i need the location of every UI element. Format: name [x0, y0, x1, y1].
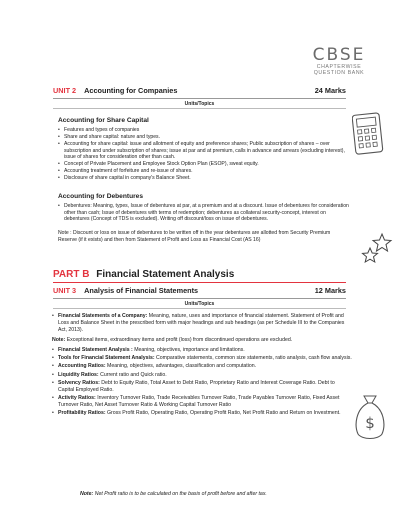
- item-label: Liquidity Ratios:: [58, 371, 99, 378]
- item-text: Current ratio and Quick ratio.: [98, 371, 167, 378]
- list-item: [52, 347, 352, 354]
- unit-2-topics-label: Units/Topics: [53, 100, 346, 109]
- item-text: Meaning, nature, uses and importance of financial statement. Statement of Profit and Loss and Balance Sheet in the prescribed form with major headings and sub headings (as per Schedule III to the Companies Act, 2013).: [58, 313, 345, 333]
- note-text: Net Profit ratio is to be calculated on the basis of profit before and after tax.: [93, 491, 267, 497]
- debentures-note: Note : Discount or loss on issue of debentures to be written off in the year debentures are allotted from Security Premium Reserve (if it exists) and then from Statement of Profit and Loss as Financial Cost (AS 16): [58, 230, 331, 243]
- cbse-logo: [308, 46, 370, 76]
- part-b-header: [53, 269, 234, 280]
- svg-text:$: $: [365, 414, 375, 432]
- unit-3-title: Analysis of Financial Statements: [84, 286, 199, 295]
- part-b-title: Financial Statement Analysis: [96, 269, 235, 280]
- list-item: • Share and share capital: nature and types.: [58, 134, 350, 141]
- list-item: [52, 410, 352, 417]
- calculator-icon: [352, 112, 384, 156]
- list-item: [52, 313, 352, 333]
- financial-statements-list: [52, 313, 352, 335]
- item-text: Comparative statements, common size statements, ratio analysis, cash flow analysis.: [154, 355, 352, 362]
- list-item: • Features and types of companies: [58, 127, 350, 134]
- debentures-list: [58, 203, 350, 223]
- logo-sub-text-1: CHAPTERWISE: [316, 64, 362, 70]
- list-item: • Concept of Private Placement and Employee Stock Option Plan (ESOP), sweat equity.: [58, 161, 350, 168]
- list-item: • Debentures: Meaning, types, Issue of debentures at par, at a premium and at a discount. Issue of debentures for consideration other than cash; Issue of debentures with terms of redemption; debentures as collateral security-concept, interest on debentures (Concept of TDS is excluded). Writing off discount/loss on issue of debentures.: [58, 203, 350, 223]
- exceptional-items-note: [52, 337, 292, 343]
- debentures-heading: Accounting for Debentures: [58, 193, 143, 200]
- unit-3-number: UNIT 3: [53, 286, 77, 295]
- item-label: Financial Statement Analysis :: [58, 347, 133, 353]
- item-text: Inventory Turnover Ratio, Trade Receivables Turnover Ratio, Trade Payables Turnover Ratio, Fixed Asset Turnover Ratio, Net Asset Turnover Ratio & Working Capital Turnover Ratio: [58, 394, 340, 408]
- note-text: Exceptional items, extraordinary items and profit (loss) from discontinued operations are excluded.: [65, 337, 293, 343]
- stars-icon: [358, 232, 394, 268]
- list-item: [52, 380, 352, 394]
- unit-2-number: UNIT 2: [53, 86, 77, 95]
- unit-3-header: [53, 284, 346, 299]
- share-capital-heading: Accounting for Share Capital: [58, 117, 149, 124]
- item-label: Accounting Ratios:: [58, 363, 106, 370]
- item-label: Profitability Ratios:: [58, 409, 106, 416]
- note-label: Note:: [52, 337, 66, 343]
- list-item: [52, 395, 352, 409]
- list-item: • Accounting for share capital: issue and allotment of equity and preference shares; Public subscription of shares – over subscription and under subscription of shares; issue at par and at premium, calls in advance and arrears (excluding interest), issue of shares for consideration other than cash.: [58, 141, 350, 161]
- list-item: • Accounting treatment of forfeiture and re-issue of shares.: [58, 168, 350, 175]
- ratio-list: [52, 347, 352, 418]
- list-item: • Disclosure of share capital in company's Balance Sheet.: [58, 175, 350, 182]
- list-item: [52, 372, 352, 379]
- item-text: Debt to Equity Ratio, Total Asset to Debt Ratio, Proprietary Ratio and Interest Coverage Ratio. Debt to Capital Employed Ratio.: [58, 379, 335, 393]
- money-bag-icon: [352, 392, 388, 442]
- item-label: Financial Statements of a Company:: [58, 313, 148, 319]
- unit-3-topics-label: Units/Topics: [53, 300, 346, 309]
- logo-sub-text-2: QUESTION BANK: [313, 70, 365, 76]
- item-label: Solvency Ratios:: [58, 379, 100, 386]
- note-label: Note:: [80, 491, 94, 497]
- part-b-divider: [53, 282, 346, 283]
- item-label: Tools for Financial Statement Analysis:: [58, 355, 155, 362]
- unit-3-marks: 12 Marks: [314, 286, 346, 295]
- share-capital-list: [58, 127, 350, 183]
- item-text: Gross Profit Ratio, Operating Ratio, Operating Profit Ratio, Net Profit Ratio and Return on Investment.: [105, 409, 341, 416]
- net-profit-note: [80, 491, 267, 497]
- item-label: Activity Ratios:: [58, 394, 96, 401]
- logo-main-text: CBSE: [312, 45, 366, 65]
- part-b-label: PART B: [53, 269, 90, 280]
- unit-2-marks: 24 Marks: [314, 86, 346, 95]
- unit-2-title: Accounting for Companies: [84, 86, 178, 95]
- item-text: Meaning, objectives, importance and limitations.: [132, 347, 245, 353]
- item-text: Meaning, objectives, advantages, classification and computation.: [105, 363, 257, 370]
- unit-2-header: [53, 84, 346, 99]
- list-item: [52, 363, 352, 370]
- list-item: [52, 355, 352, 362]
